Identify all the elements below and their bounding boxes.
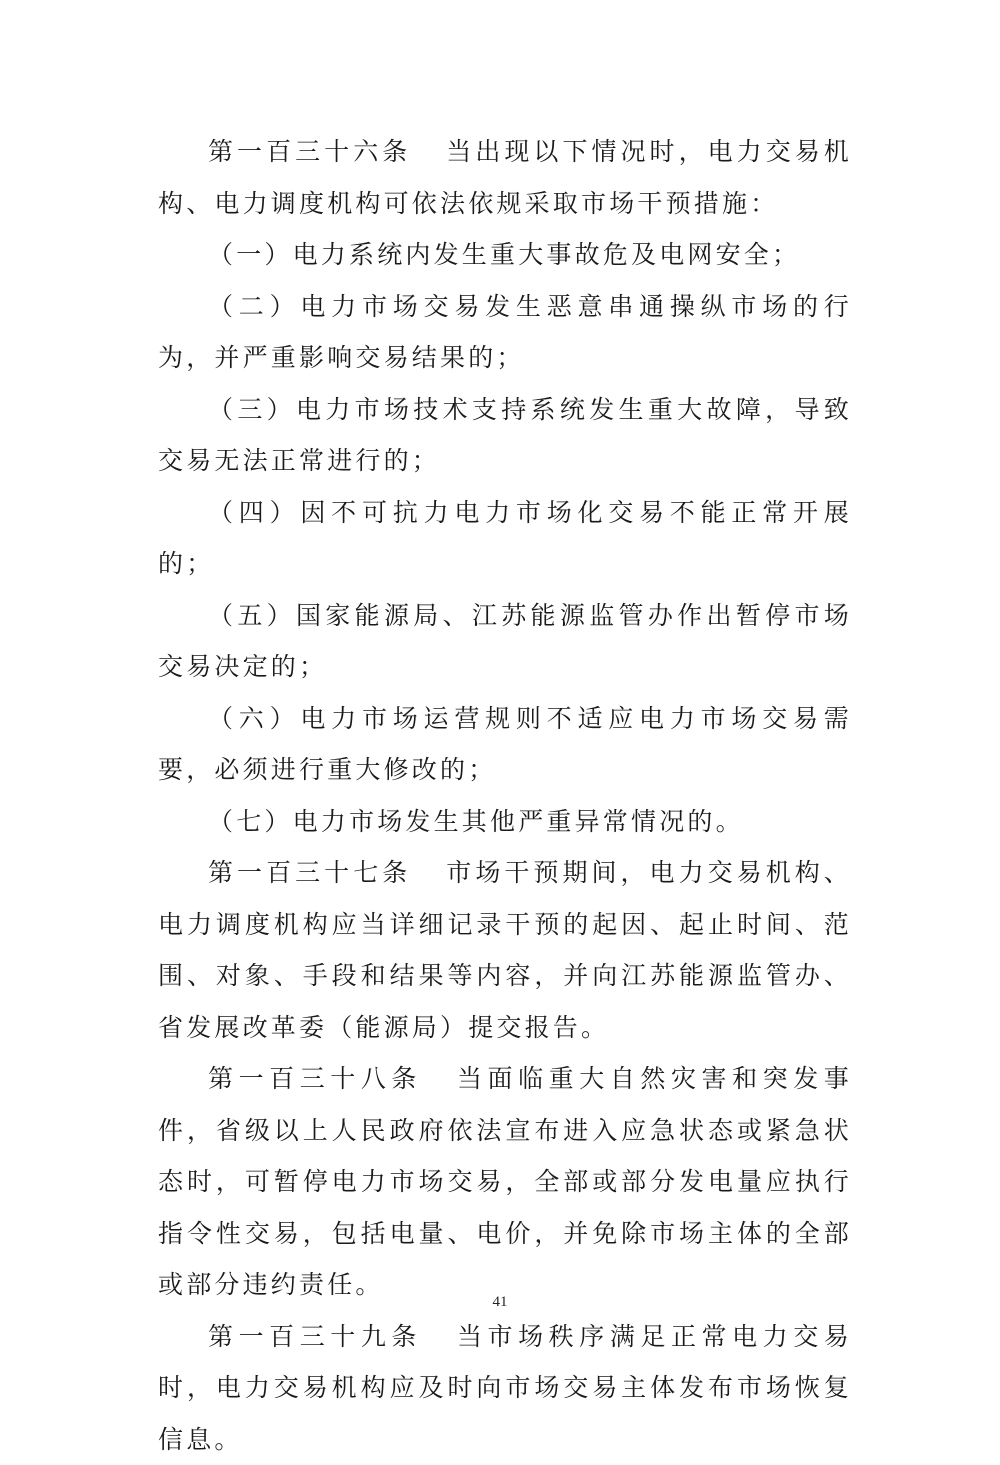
article-number: 第一百三十七条 (208, 858, 411, 887)
list-item: （二）电力市场交易发生恶意串通操纵市场的行为，并严重影响交易结果的； (158, 281, 852, 384)
article-number: 第一百三十六条 (208, 137, 411, 166)
list-item: （五）国家能源局、江苏能源监管办作出暂停市场交易决定的； (158, 590, 852, 693)
article-text: 当出现以下情况时，电力交易机构、电力调度机构可依法依规采取市场干预措施： (158, 137, 852, 218)
article-text: 当市场秩序满足正常电力交易时，电力交易机构应及时向市场交易主体发布市场恢复信息。 (158, 1322, 852, 1454)
article-136 (158, 126, 852, 229)
list-item: （三）电力市场技术支持系统发生重大故障，导致交易无法正常进行的； (158, 384, 852, 487)
article-text: 当面临重大自然灾害和突发事件，省级以上人民政府依法宣布进入应急状态或紧急状态时，可暂停电力市场交易，全部或部分发电量应执行指令性交易，包括电量、电价，并免除市场主体的全部或部分违约责任。 (158, 1064, 852, 1299)
article-text: 市场干预期间，电力交易机构、电力调度机构应当详细记录干预的起因、起止时间、范围、对象、手段和结果等内容，并向江苏能源监管办、省发展改革委（能源局）提交报告。 (158, 858, 852, 1042)
list-item: （一）电力系统内发生重大事故危及电网安全； (158, 229, 852, 281)
document-body (158, 126, 852, 1465)
page-number: 41 (0, 1294, 1000, 1311)
list-item: （四）因不可抗力电力市场化交易不能正常开展的； (158, 487, 852, 590)
list-item: （六）电力市场运营规则不适应电力市场交易需要，必须进行重大修改的； (158, 693, 852, 796)
list-item: （七）电力市场发生其他严重异常情况的。 (158, 796, 852, 848)
article-number: 第一百三十九条 (208, 1322, 422, 1351)
article-137 (158, 847, 852, 1053)
article-138 (158, 1053, 852, 1311)
article-number: 第一百三十八条 (208, 1064, 422, 1093)
article-139 (158, 1311, 852, 1465)
